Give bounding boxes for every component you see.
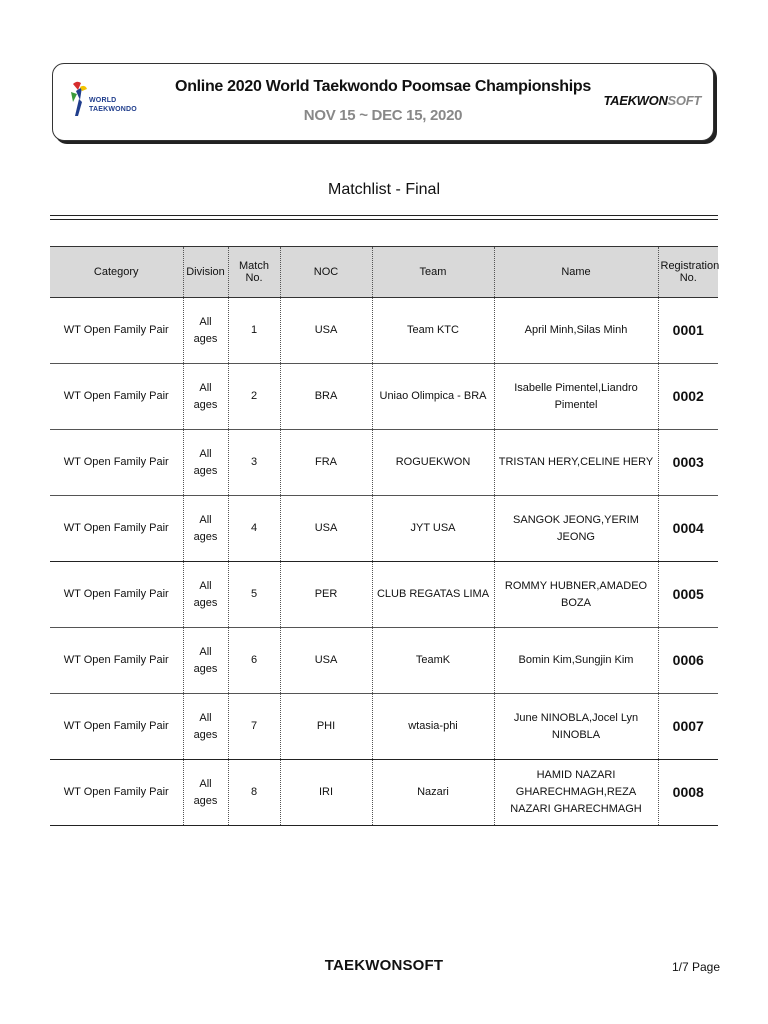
cell-registration-no: 0006 <box>658 628 718 694</box>
cell-match-no: 6 <box>228 628 280 694</box>
table-row <box>50 694 718 760</box>
section-title: Matchlist - Final <box>327 181 441 198</box>
cell-name: ROMMY HUBNER,AMADEO BOZA <box>494 562 658 628</box>
column-header-name: Name <box>494 247 658 298</box>
cell-category: WT Open Family Pair <box>50 760 183 826</box>
cell-team: ROGUEKWON <box>372 430 494 496</box>
column-header-registration-no: Registration No. <box>658 247 718 298</box>
cell-noc: BRA <box>280 364 372 430</box>
cell-name: Bomin Kim,Sungjin Kim <box>494 628 658 694</box>
cell-match-no: 5 <box>228 562 280 628</box>
page-title: Online 2020 World Taekwondo Poomsae Championships <box>175 78 591 95</box>
cell-match-no: 3 <box>228 430 280 496</box>
cell-registration-no: 0004 <box>658 496 718 562</box>
cell-category: WT Open Family Pair <box>50 298 183 364</box>
cell-registration-no: 0005 <box>658 562 718 628</box>
matchlist-table <box>50 246 718 826</box>
table-row <box>50 298 718 364</box>
cell-team: Uniao Olimpica - BRA <box>372 364 494 430</box>
cell-team: JYT USA <box>372 496 494 562</box>
cell-division: All ages <box>183 628 228 694</box>
cell-name: April Minh,Silas Minh <box>494 298 658 364</box>
cell-registration-no: 0008 <box>658 760 718 826</box>
cell-noc: FRA <box>280 430 372 496</box>
event-dates: NOV 15 ~ DEC 15, 2020 <box>303 107 463 124</box>
page-number: 1/7 Page <box>671 960 720 974</box>
cell-name: SANGOK JEONG,YERIM JEONG <box>494 496 658 562</box>
cell-category: WT Open Family Pair <box>50 364 183 430</box>
logo-text: WORLD TAEKWONDO <box>89 97 137 113</box>
cell-team: wtasia-phi <box>372 694 494 760</box>
table-row <box>50 430 718 496</box>
cell-match-no: 1 <box>228 298 280 364</box>
table-row <box>50 760 718 826</box>
table-header-row <box>50 247 718 298</box>
cell-division: All ages <box>183 562 228 628</box>
cell-match-no: 7 <box>228 694 280 760</box>
cell-registration-no: 0007 <box>658 694 718 760</box>
cell-name: HAMID NAZARI GHARECHMAGH,REZA NAZARI GHARECHMAGH <box>494 760 658 826</box>
footer-brand: TAEKWONSOFT <box>324 957 444 974</box>
table-row <box>50 562 718 628</box>
column-header-division: Division <box>183 247 228 298</box>
cell-registration-no: 0003 <box>658 430 718 496</box>
document-header <box>52 63 714 141</box>
table-row <box>50 364 718 430</box>
taekwonsoft-logo: TAEKWONSOFT <box>603 93 701 108</box>
column-header-match-no: Match No. <box>228 247 280 298</box>
cell-noc: PHI <box>280 694 372 760</box>
cell-noc: IRI <box>280 760 372 826</box>
table-row <box>50 496 718 562</box>
cell-division: All ages <box>183 496 228 562</box>
cell-division: All ages <box>183 298 228 364</box>
cell-name: TRISTAN HERY,CELINE HERY <box>494 430 658 496</box>
cell-division: All ages <box>183 364 228 430</box>
cell-division: All ages <box>183 760 228 826</box>
cell-registration-no: 0001 <box>658 298 718 364</box>
cell-noc: USA <box>280 628 372 694</box>
cell-match-no: 8 <box>228 760 280 826</box>
cell-division: All ages <box>183 694 228 760</box>
cell-category: WT Open Family Pair <box>50 628 183 694</box>
cell-category: WT Open Family Pair <box>50 496 183 562</box>
cell-match-no: 2 <box>228 364 280 430</box>
table-row <box>50 628 718 694</box>
cell-division: All ages <box>183 430 228 496</box>
column-header-noc: NOC <box>280 247 372 298</box>
cell-category: WT Open Family Pair <box>50 694 183 760</box>
cell-category: WT Open Family Pair <box>50 562 183 628</box>
cell-team: TeamK <box>372 628 494 694</box>
column-header-category: Category <box>50 247 183 298</box>
cell-noc: USA <box>280 496 372 562</box>
double-divider <box>50 215 718 220</box>
cell-category: WT Open Family Pair <box>50 430 183 496</box>
cell-registration-no: 0002 <box>658 364 718 430</box>
cell-match-no: 4 <box>228 496 280 562</box>
cell-noc: USA <box>280 298 372 364</box>
cell-team: CLUB REGATAS LIMA <box>372 562 494 628</box>
cell-noc: PER <box>280 562 372 628</box>
cell-team: Nazari <box>372 760 494 826</box>
cell-name: June NINOBLA,Jocel Lyn NINOBLA <box>494 694 658 760</box>
cell-name: Isabelle Pimentel,Liandro Pimentel <box>494 364 658 430</box>
cell-team: Team KTC <box>372 298 494 364</box>
column-header-team: Team <box>372 247 494 298</box>
